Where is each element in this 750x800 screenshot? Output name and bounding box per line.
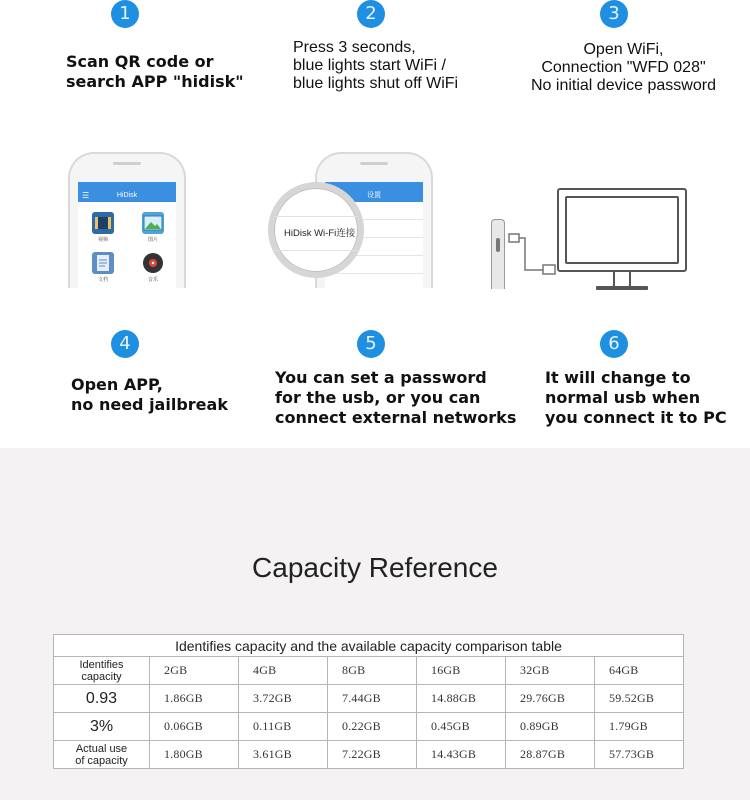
capacity-title: Capacity Reference: [252, 552, 498, 583]
usb-cable-icon: [503, 230, 563, 280]
row-label: Actual use of capacity: [54, 741, 150, 769]
menu-icon: ☰: [82, 191, 90, 200]
table-cell: 14.88GB: [417, 685, 506, 713]
table-cell: 28.87GB: [506, 741, 595, 769]
step-1-number: 1: [111, 0, 139, 28]
divider: [274, 216, 358, 217]
step-5-number: 5: [357, 330, 385, 358]
phone-app-illustration: [68, 152, 186, 288]
step-2-text: Press 3 seconds, blue lights start WiFi / blue lights shut off WiFi: [293, 39, 459, 92]
table-cell: 64GB: [595, 657, 684, 685]
table-cell: 29.76GB: [506, 685, 595, 713]
video-icon: [92, 212, 114, 234]
table-cell: 0.11GB: [239, 713, 328, 741]
table-cell: 14.43GB: [417, 741, 506, 769]
phone-speaker: [360, 162, 388, 165]
table-cell: 2GB: [150, 657, 239, 685]
music-icon: [142, 252, 164, 274]
computer-monitor-icon: [557, 188, 687, 272]
step-4-number: 4: [111, 330, 139, 358]
step-6-number: 6: [600, 330, 628, 358]
monitor-screen: [565, 196, 679, 264]
image-caption: 图片: [147, 237, 158, 243]
usb-led: [496, 238, 500, 252]
monitor-stand: [613, 272, 631, 286]
wifi-connection-label: HiDisk Wi-Fi连接: [284, 228, 356, 239]
step-4-text: Open APP, no need jailbreak: [71, 375, 228, 414]
image-icon: [142, 212, 164, 234]
table-cell: 7.22GB: [328, 741, 417, 769]
step-2-number: 2: [357, 0, 385, 28]
table-row: [54, 657, 684, 685]
table-cell: 57.73GB: [595, 741, 684, 769]
divider: [274, 250, 358, 251]
row-label: 3%: [54, 713, 150, 741]
music-caption: 音乐: [147, 277, 158, 283]
document-caption: 文档: [97, 277, 108, 283]
magnifier-icon: [268, 182, 364, 278]
settings-title: 设置: [367, 192, 381, 199]
row-label: Identifies capacity: [54, 657, 150, 685]
settings-row: [325, 274, 423, 288]
table-cell: 8GB: [328, 657, 417, 685]
video-caption: 视频: [97, 237, 108, 243]
table-cell: 1.80GB: [150, 741, 239, 769]
phone-speaker: [113, 162, 141, 165]
step-1-text: Scan QR code or search APP "hidisk": [66, 52, 244, 91]
phone-screen: [78, 182, 176, 288]
step-6-text: It will change to normal usb when you connect it to PC: [545, 368, 727, 427]
table-cell: 4GB: [239, 657, 328, 685]
app-bar: [78, 189, 176, 202]
table-row: [54, 713, 684, 741]
table-cell: 16GB: [417, 657, 506, 685]
status-bar: [78, 182, 176, 189]
table-cell: 1.86GB: [150, 685, 239, 713]
table-cell: 0.22GB: [328, 713, 417, 741]
table-cell: 7.44GB: [328, 685, 417, 713]
table-cell: 59.52GB: [595, 685, 684, 713]
table-cell: 0.06GB: [150, 713, 239, 741]
table-row: [54, 685, 684, 713]
document-icon: [92, 252, 114, 274]
monitor-base: [596, 286, 648, 290]
step-3-number: 3: [600, 0, 628, 28]
capacity-table: [53, 634, 684, 769]
step-5-text: You can set a password for the usb, or you can connect external networks: [275, 368, 517, 427]
app-title: HiDisk: [116, 192, 138, 199]
table-caption: Identifies capacity and the available capacity comparison table: [54, 635, 684, 657]
table-cell: 32GB: [506, 657, 595, 685]
table-row: [54, 741, 684, 769]
table-cell: 3.61GB: [239, 741, 328, 769]
table-cell: 3.72GB: [239, 685, 328, 713]
table-cell: 1.79GB: [595, 713, 684, 741]
step-3-text: Open WiFi, Connection "WFD 028" No initial device password: [531, 41, 716, 94]
table-cell: 0.89GB: [506, 713, 595, 741]
table-caption-row: [54, 635, 684, 657]
row-label: 0.93: [54, 685, 150, 713]
table-cell: 0.45GB: [417, 713, 506, 741]
